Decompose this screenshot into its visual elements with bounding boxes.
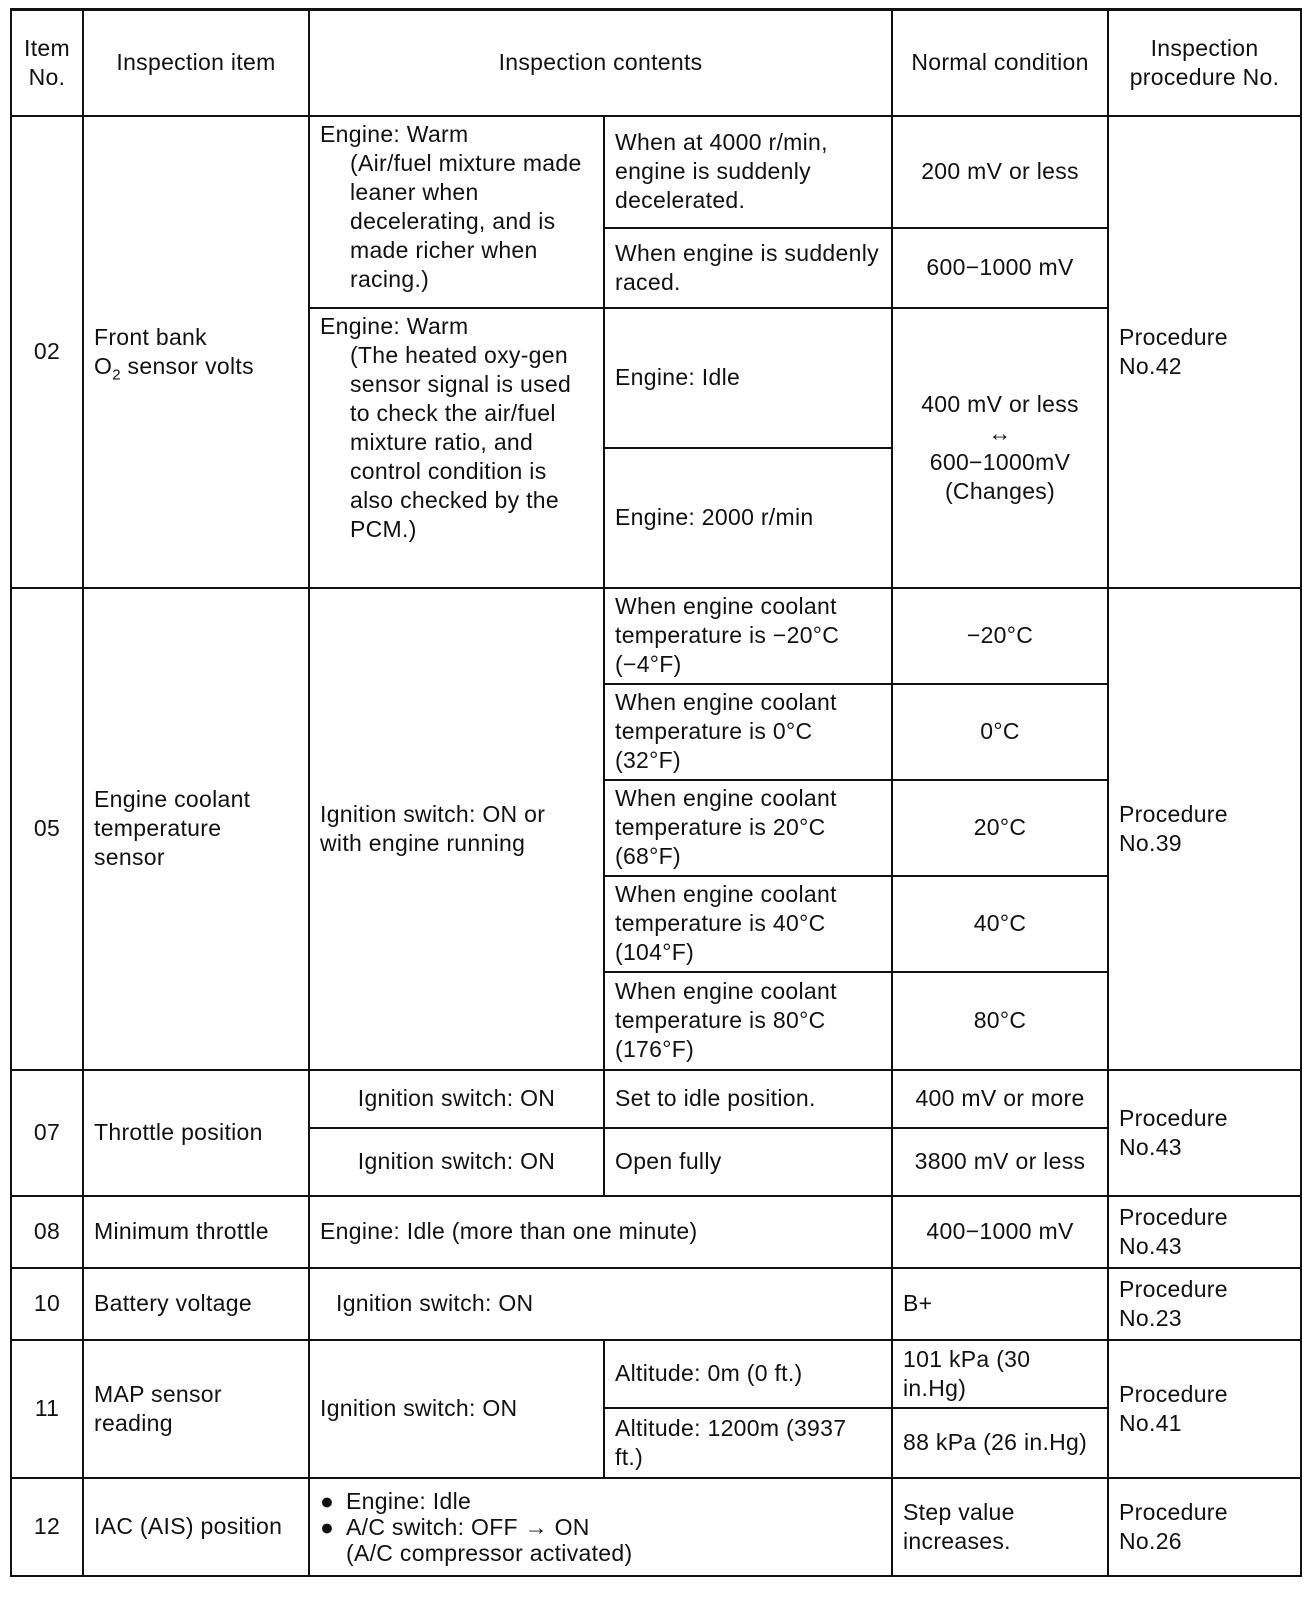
table-row: [11, 1340, 1301, 1408]
item-11-name: MAP sensor reading: [83, 1340, 309, 1478]
item-05-normal-1: −20°C: [892, 588, 1108, 684]
item-12-name: IAC (AIS) position: [83, 1478, 309, 1576]
item-07-name: Throttle position: [83, 1070, 309, 1196]
item-07-condition-1: Ignition switch: ON: [309, 1070, 604, 1128]
item-05-normal-2: 0°C: [892, 684, 1108, 780]
item-11-normal-1: 101 kPa (30 in.Hg): [892, 1340, 1108, 1408]
item-05-content-2: When engine coolant temperature is 0°C (32°F): [604, 684, 892, 780]
item-02-condition-1-title: Engine: Warm: [320, 120, 469, 147]
item-08-content: Engine: Idle (more than one minute): [309, 1196, 892, 1268]
header-normal-condition: Normal condition: [892, 10, 1108, 116]
item-10-normal: B+: [892, 1268, 1108, 1340]
item-12-line-3: (A/C compressor activated): [346, 1539, 633, 1566]
item-05-name: Engine coolant temperature sensor: [83, 588, 309, 1070]
item-11-condition: Ignition switch: ON: [309, 1340, 604, 1478]
item-12-line-1: Engine: Idle: [346, 1487, 472, 1514]
item-02-condition-1: [309, 116, 604, 308]
item-02-content-1: When at 4000 r/min, engine is suddenly decelerated.: [604, 116, 892, 228]
item-07-condition-2: Ignition switch: ON: [309, 1128, 604, 1196]
item-02-normal-3-b: 600−1000mV: [929, 448, 1071, 475]
item-05-normal-3: 20°C: [892, 780, 1108, 876]
item-02-condition-2: [309, 308, 604, 588]
item-11-content-2: Altitude: 1200m (3937 ft.): [604, 1408, 892, 1478]
inspection-table: [10, 8, 1302, 1577]
header-procedure-no: Inspection procedure No.: [1108, 10, 1301, 116]
item-02-name-subscript: 2: [112, 366, 121, 384]
bullet-icon: ●: [320, 1487, 335, 1514]
header-inspection-item: Inspection item: [83, 10, 309, 116]
item-07-no: 07: [11, 1070, 83, 1196]
item-05-procedure: Procedure No.39: [1108, 588, 1301, 1070]
item-12-procedure: Procedure No.26: [1108, 1478, 1301, 1576]
item-07-content-2: Open fully: [604, 1128, 892, 1196]
item-07-procedure: Procedure No.43: [1108, 1070, 1301, 1196]
item-02-name-o: O: [94, 352, 113, 379]
header-row: [11, 10, 1301, 116]
item-02-name: [83, 116, 309, 588]
item-05-content-5: When engine coolant temperature is 80°C (176°F): [604, 972, 892, 1070]
item-05-content-3: When engine coolant temperature is 20°C (68°F): [604, 780, 892, 876]
item-07-content-1: Set to idle position.: [604, 1070, 892, 1128]
item-11-normal-2: 88 kPa (26 in.Hg): [892, 1408, 1108, 1478]
item-11-procedure: Procedure No.41: [1108, 1340, 1301, 1478]
item-11-content-1: Altitude: 0m (0 ft.): [604, 1340, 892, 1408]
item-08-name: Minimum throttle: [83, 1196, 309, 1268]
item-02-normal-1: 200 mV or less: [892, 116, 1108, 228]
table-row: [11, 1196, 1301, 1268]
item-02-normal-3: [892, 308, 1108, 588]
item-02-condition-2-desc: (The heated oxy-gen sensor signal is used to check the air/fuel mixture ratio, and control condition is also checked by the PCM.): [350, 341, 572, 542]
item-05-content-1: When engine coolant temperature is −20°C (−4°F): [604, 588, 892, 684]
table-row: [11, 1478, 1301, 1576]
item-10-procedure: Procedure No.23: [1108, 1268, 1301, 1340]
header-item-no: Item No.: [11, 10, 83, 116]
item-02-condition-1-desc: (Air/fuel mixture made leaner when decelerating, and is made richer when racing.): [350, 149, 582, 292]
item-11-no: 11: [11, 1340, 83, 1478]
item-02-name-rest: sensor volts: [120, 352, 254, 379]
item-02-name-line1: Front bank: [94, 323, 207, 350]
item-07-normal-2: 3800 mV or less: [892, 1128, 1108, 1196]
item-02-normal-3-arrow: ↔: [988, 419, 1012, 446]
item-05-no: 05: [11, 588, 83, 1070]
header-inspection-contents: Inspection contents: [309, 10, 892, 116]
item-12-content: [309, 1478, 892, 1576]
table-row: [11, 1070, 1301, 1128]
bullet-icon: ●: [320, 1513, 335, 1540]
item-12-normal: Step value increases.: [892, 1478, 1108, 1576]
item-02-condition-2-title: Engine: Warm: [320, 312, 469, 339]
item-02-content-2: When engine is suddenly raced.: [604, 228, 892, 308]
table-row: [11, 1268, 1301, 1340]
table-row: [11, 116, 1301, 228]
item-07-normal-1: 400 mV or more: [892, 1070, 1108, 1128]
item-08-no: 08: [11, 1196, 83, 1268]
item-05-normal-4: 40°C: [892, 876, 1108, 972]
item-08-normal: 400−1000 mV: [892, 1196, 1108, 1268]
item-02-procedure: Procedure No.42: [1108, 116, 1301, 588]
item-10-no: 10: [11, 1268, 83, 1340]
item-12-line-2: A/C switch: OFF → ON: [346, 1513, 590, 1540]
item-10-content: Ignition switch: ON: [309, 1268, 892, 1340]
item-10-name: Battery voltage: [83, 1268, 309, 1340]
table-row: [11, 588, 1301, 684]
item-05-content-4: When engine coolant temperature is 40°C (104°F): [604, 876, 892, 972]
item-08-procedure: Procedure No.43: [1108, 1196, 1301, 1268]
item-02-no: 02: [11, 116, 83, 588]
item-12-no: 12: [11, 1478, 83, 1576]
item-02-content-3: Engine: Idle: [604, 308, 892, 448]
item-02-content-4: Engine: 2000 r/min: [604, 448, 892, 588]
item-05-normal-5: 80°C: [892, 972, 1108, 1070]
item-02-normal-3-a: 400 mV or less: [921, 390, 1079, 417]
item-02-normal-2: 600−1000 mV: [892, 228, 1108, 308]
item-02-normal-3-c: (Changes): [944, 477, 1056, 504]
item-05-condition: Ignition switch: ON or with engine running: [309, 588, 604, 1070]
